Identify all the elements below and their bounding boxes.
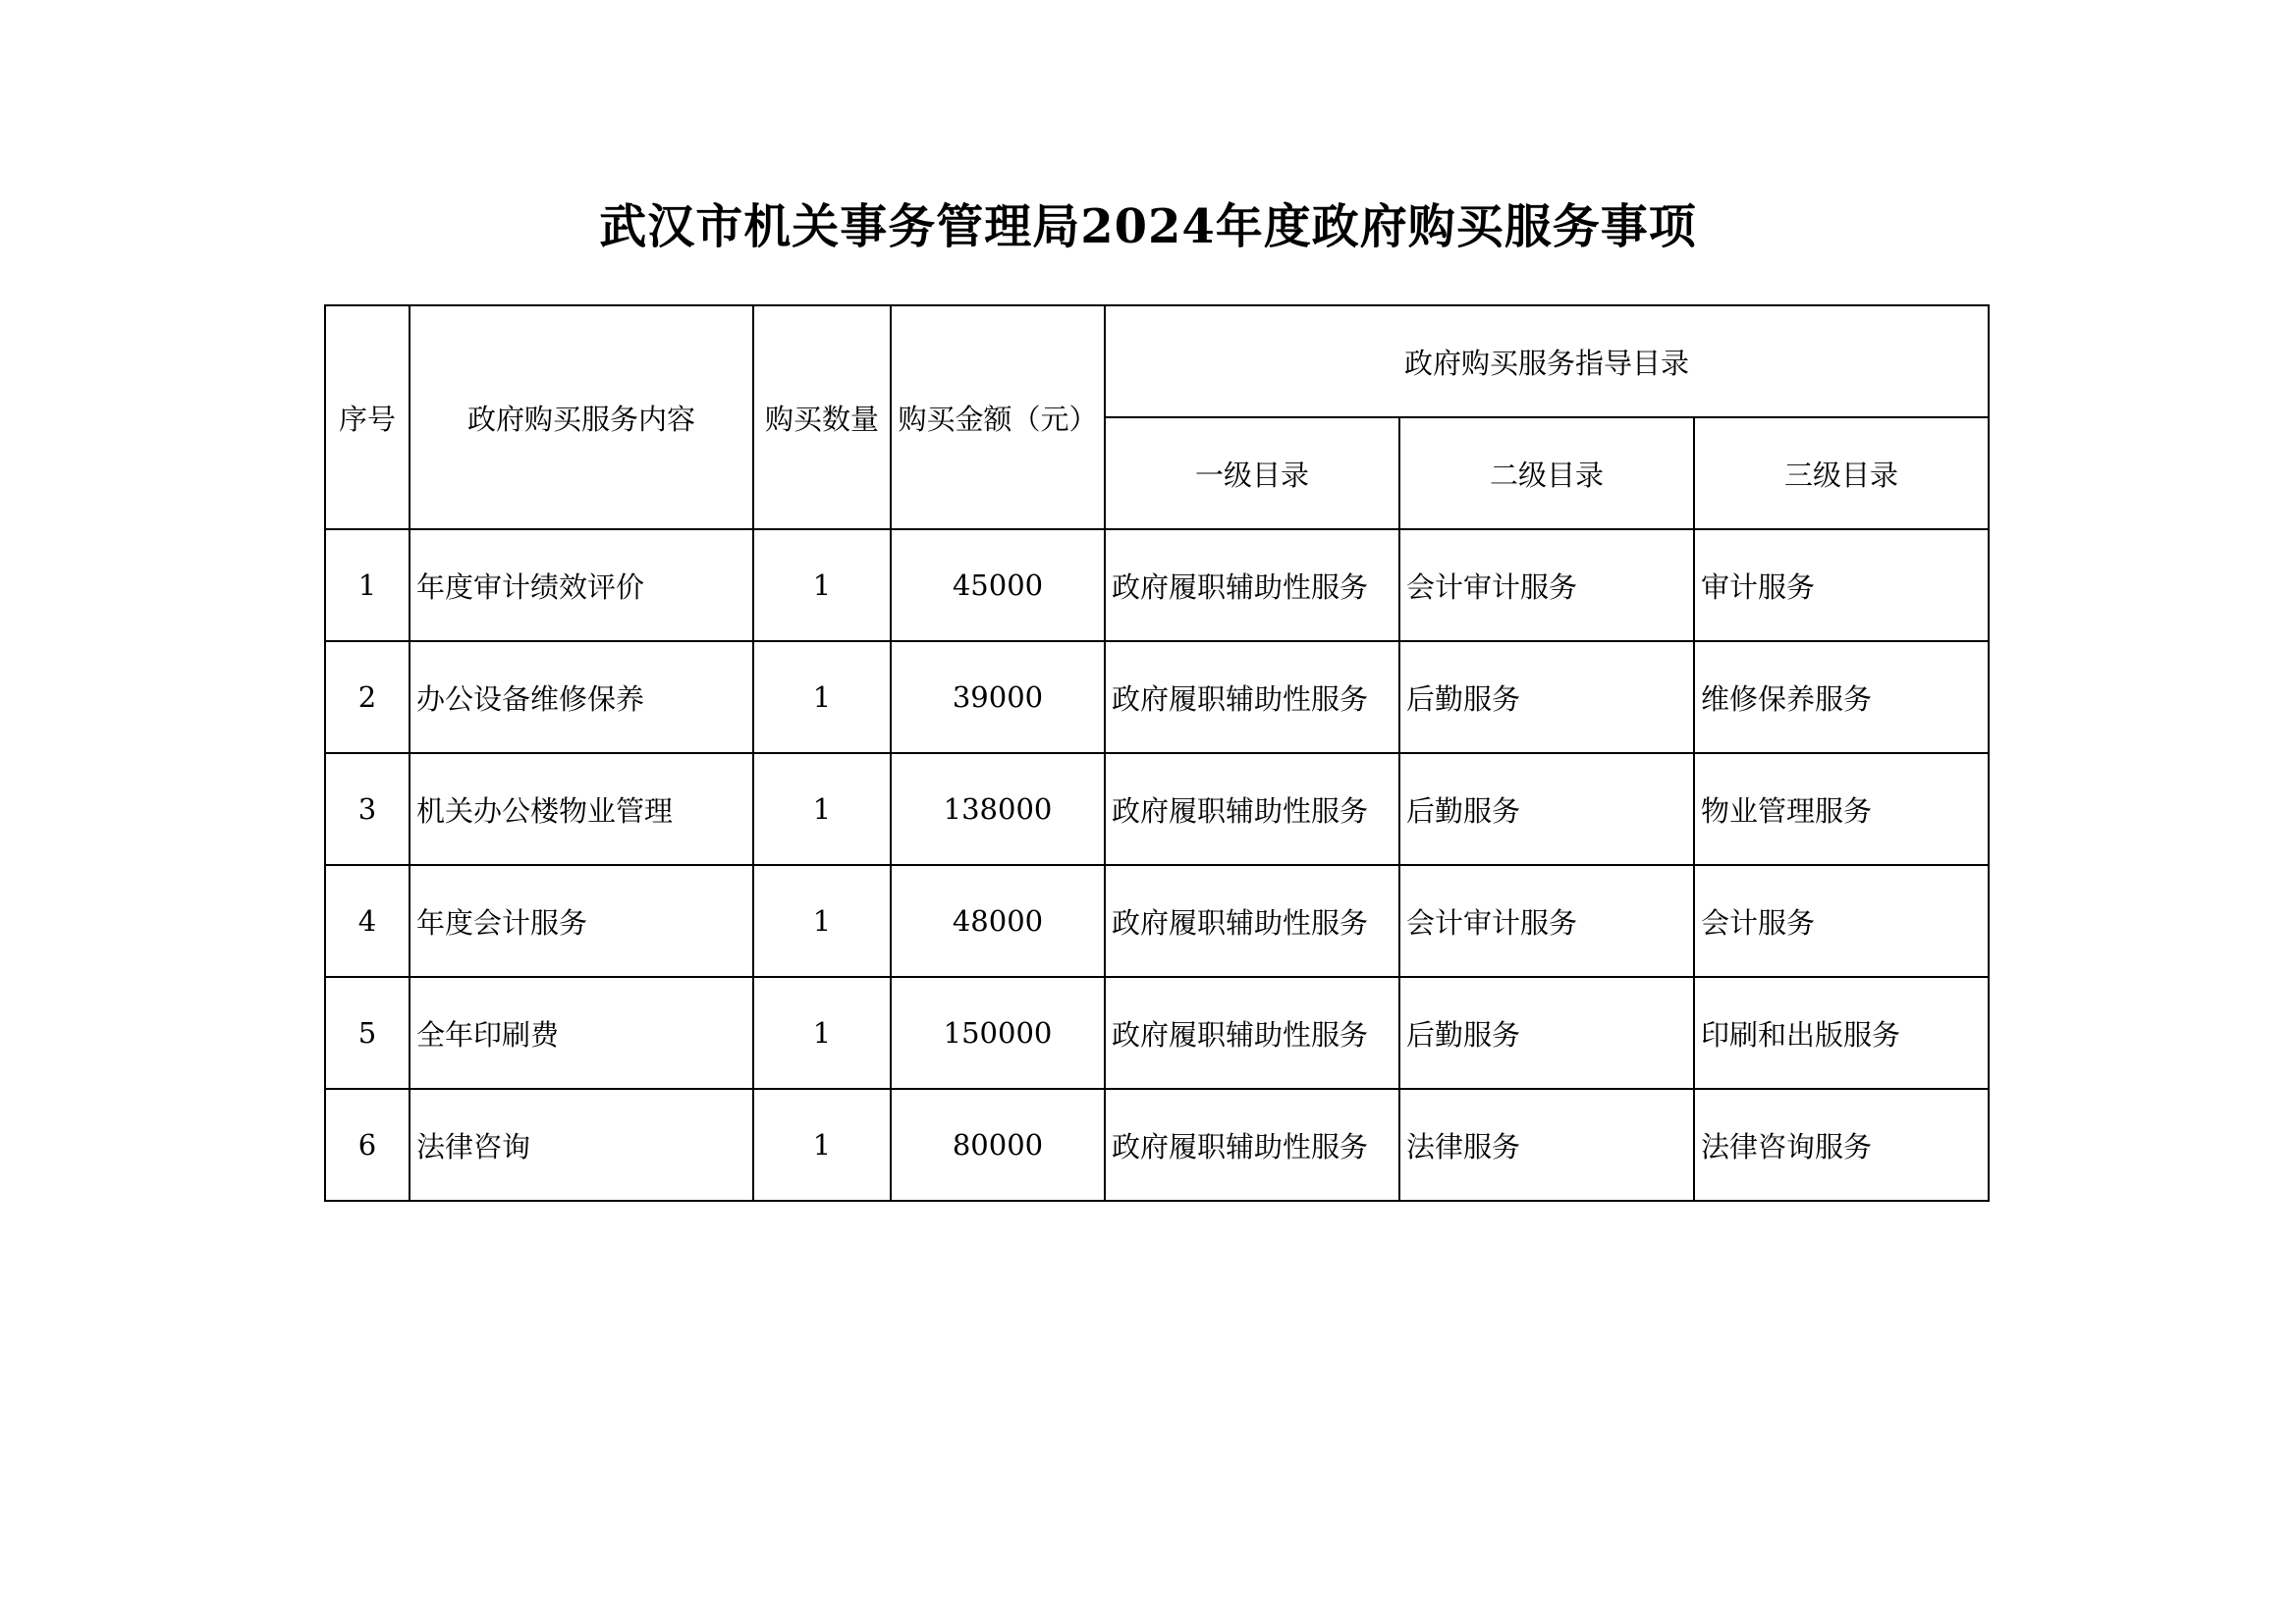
cell-seq: 5: [325, 977, 410, 1089]
cell-level3: 维修保养服务: [1694, 641, 1989, 753]
cell-content: 全年印刷费: [410, 977, 753, 1089]
cell-quantity: 1: [753, 753, 891, 865]
cell-amount: 138000: [891, 753, 1105, 865]
cell-amount: 45000: [891, 529, 1105, 641]
cell-content: 法律咨询: [410, 1089, 753, 1201]
purchase-services-table: [324, 304, 1990, 1202]
table-row: [325, 529, 1989, 641]
cell-seq: 3: [325, 753, 410, 865]
cell-seq: 4: [325, 865, 410, 977]
header-quantity: 购买数量: [753, 305, 891, 529]
cell-level2: 法律服务: [1399, 1089, 1694, 1201]
header-amount: 购买金额（元）: [891, 305, 1105, 529]
cell-quantity: 1: [753, 865, 891, 977]
table-row: [325, 641, 1989, 753]
cell-content: 机关办公楼物业管理: [410, 753, 753, 865]
cell-level1: 政府履职辅助性服务: [1105, 865, 1399, 977]
cell-seq: 2: [325, 641, 410, 753]
table-row: [325, 753, 1989, 865]
cell-amount: 80000: [891, 1089, 1105, 1201]
cell-level1: 政府履职辅助性服务: [1105, 641, 1399, 753]
cell-content: 年度审计绩效评价: [410, 529, 753, 641]
header-level2: 二级目录: [1399, 417, 1694, 529]
cell-quantity: 1: [753, 529, 891, 641]
cell-level2: 会计审计服务: [1399, 865, 1694, 977]
header-row: [325, 305, 1989, 417]
cell-content: 办公设备维修保养: [410, 641, 753, 753]
cell-level1: 政府履职辅助性服务: [1105, 977, 1399, 1089]
table-row: [325, 977, 1989, 1089]
cell-amount: 150000: [891, 977, 1105, 1089]
cell-level1: 政府履职辅助性服务: [1105, 1089, 1399, 1201]
cell-level1: 政府履职辅助性服务: [1105, 529, 1399, 641]
cell-quantity: 1: [753, 1089, 891, 1201]
page-title: 武汉市机关事务管理局2024年度政府购买服务事项: [599, 199, 1697, 254]
cell-quantity: 1: [753, 641, 891, 753]
cell-level3: 法律咨询服务: [1694, 1089, 1989, 1201]
cell-level1: 政府履职辅助性服务: [1105, 753, 1399, 865]
header-level3: 三级目录: [1694, 417, 1989, 529]
cell-level2: 后勤服务: [1399, 977, 1694, 1089]
table-row: [325, 865, 1989, 977]
cell-level3: 审计服务: [1694, 529, 1989, 641]
table-row: [325, 1089, 1989, 1201]
cell-content: 年度会计服务: [410, 865, 753, 977]
cell-level3: 印刷和出版服务: [1694, 977, 1989, 1089]
cell-seq: 6: [325, 1089, 410, 1201]
cell-quantity: 1: [753, 977, 891, 1089]
cell-amount: 39000: [891, 641, 1105, 753]
header-level1: 一级目录: [1105, 417, 1399, 529]
cell-level2: 会计审计服务: [1399, 529, 1694, 641]
cell-seq: 1: [325, 529, 410, 641]
cell-level2: 后勤服务: [1399, 753, 1694, 865]
header-content: 政府购买服务内容: [410, 305, 753, 529]
cell-level3: 物业管理服务: [1694, 753, 1989, 865]
cell-level3: 会计服务: [1694, 865, 1989, 977]
header-seq: 序号: [325, 305, 410, 529]
header-catalog: 政府购买服务指导目录: [1105, 305, 1989, 417]
cell-amount: 48000: [891, 865, 1105, 977]
cell-level2: 后勤服务: [1399, 641, 1694, 753]
